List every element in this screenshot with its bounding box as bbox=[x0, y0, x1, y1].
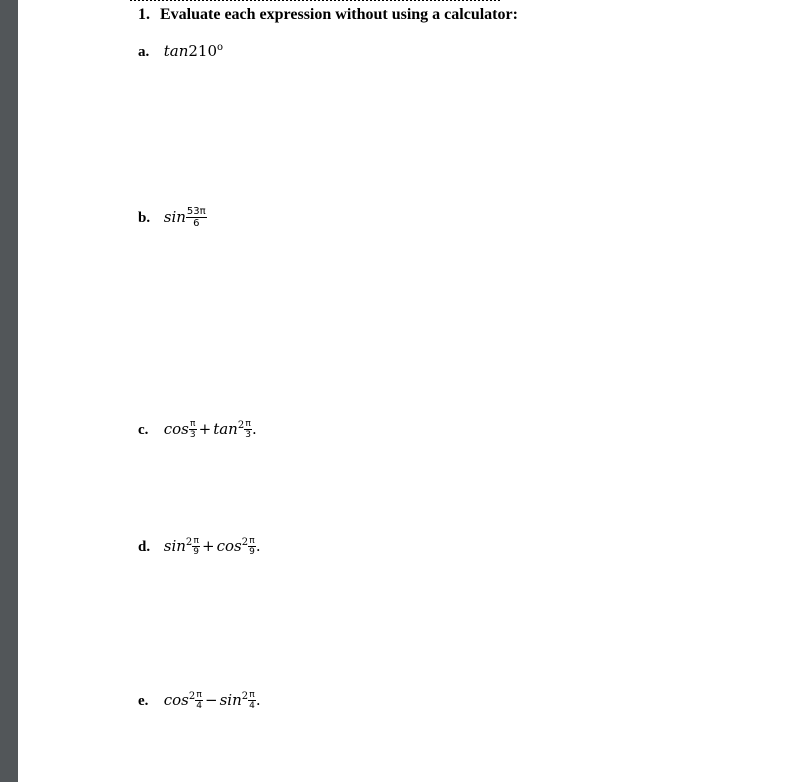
operator: + bbox=[202, 536, 215, 555]
exponent: 2 bbox=[237, 419, 245, 431]
fraction-denominator: 6 bbox=[193, 218, 200, 229]
function-name: cos bbox=[216, 536, 242, 555]
fraction-denominator: 3 bbox=[189, 430, 196, 440]
fraction-denominator: 4 bbox=[196, 701, 202, 711]
item-letter: e. bbox=[138, 692, 149, 709]
expression bbox=[164, 42, 223, 60]
exponent: 2 bbox=[188, 690, 196, 702]
question-heading bbox=[138, 6, 518, 24]
item-b bbox=[138, 206, 207, 229]
function-name: sin bbox=[163, 536, 186, 555]
function-name: tan bbox=[163, 42, 189, 60]
item-c bbox=[138, 419, 257, 440]
fraction-denominator: 9 bbox=[193, 547, 200, 557]
dotted-line bbox=[130, 0, 500, 4]
period: . bbox=[255, 536, 261, 555]
item-d bbox=[138, 536, 261, 557]
exponent: 2 bbox=[241, 536, 249, 548]
viewer-sidebar bbox=[0, 0, 18, 782]
item-letter: a. bbox=[138, 44, 150, 60]
fraction bbox=[186, 206, 207, 229]
item-letter: d. bbox=[138, 538, 151, 555]
period: . bbox=[255, 690, 261, 709]
function-name: sin bbox=[163, 207, 186, 226]
expression bbox=[164, 420, 257, 438]
degree-sign: o bbox=[217, 42, 224, 53]
fraction-numerator: π bbox=[193, 536, 199, 546]
fraction-denominator: 4 bbox=[249, 701, 255, 711]
item-e bbox=[138, 690, 261, 711]
fraction-denominator: 3 bbox=[245, 430, 251, 440]
operator: − bbox=[205, 690, 218, 709]
fraction-numerator: π bbox=[196, 690, 202, 700]
fraction bbox=[189, 419, 197, 440]
question-number: 1. bbox=[138, 6, 150, 23]
function-name: tan bbox=[213, 419, 238, 438]
function-name: sin bbox=[219, 690, 242, 709]
function-name: cos bbox=[163, 690, 189, 709]
fraction bbox=[192, 536, 200, 557]
fraction-numerator: π bbox=[190, 419, 196, 429]
fraction bbox=[244, 419, 252, 440]
fraction-numerator: 53π bbox=[186, 206, 206, 217]
item-letter: c. bbox=[138, 421, 149, 438]
expression bbox=[164, 537, 261, 555]
fraction-numerator: π bbox=[245, 419, 251, 429]
expression bbox=[164, 691, 261, 709]
argument: 210 bbox=[188, 42, 218, 60]
fraction-numerator: π bbox=[249, 690, 255, 700]
item-a bbox=[138, 42, 223, 61]
document-page bbox=[18, 0, 789, 782]
fraction-numerator: π bbox=[249, 536, 255, 546]
exponent: 2 bbox=[241, 690, 249, 702]
exponent: 2 bbox=[185, 536, 193, 548]
operator: + bbox=[198, 419, 212, 438]
fraction bbox=[195, 690, 203, 711]
period: . bbox=[251, 419, 257, 438]
fraction bbox=[248, 536, 256, 557]
fraction bbox=[248, 690, 256, 711]
expression bbox=[163, 206, 207, 229]
fraction-denominator: 9 bbox=[249, 547, 255, 557]
question-title: Evaluate each expression without using a calculator: bbox=[160, 6, 518, 23]
function-name: cos bbox=[163, 419, 189, 438]
item-letter: b. bbox=[138, 209, 151, 226]
